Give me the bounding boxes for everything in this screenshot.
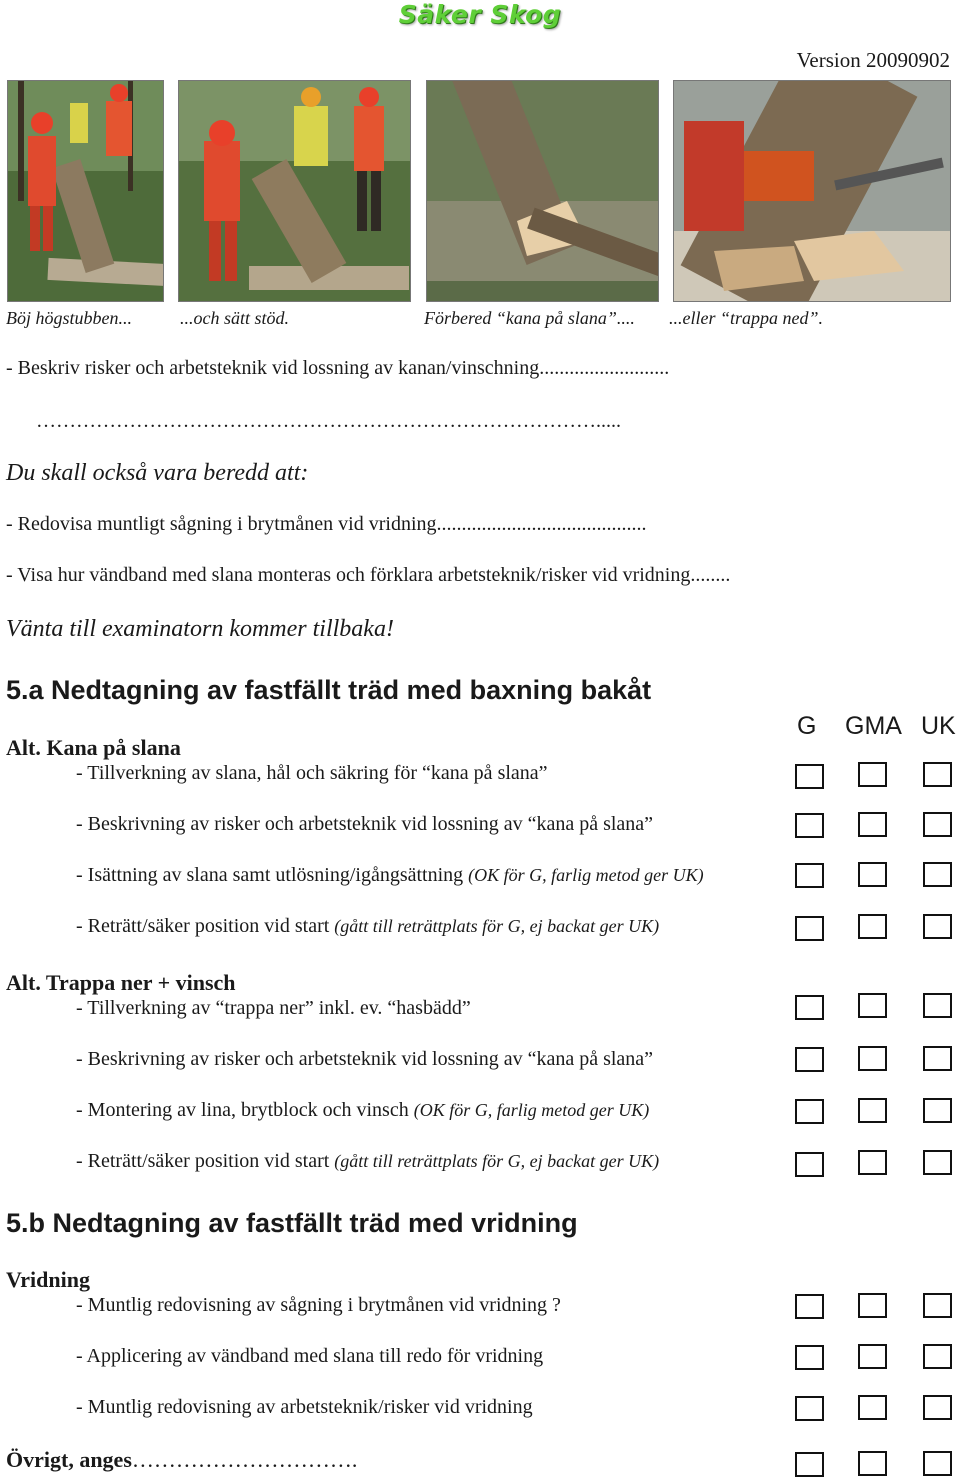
checkbox-gma[interactable] [858,1046,887,1071]
checkbox-uk[interactable] [923,1395,952,1420]
checkbox-uk[interactable] [923,862,952,887]
criterion-row [76,997,471,1020]
criterion-row [76,762,548,785]
column-header-g: G [797,712,817,740]
checkbox-g[interactable] [795,995,824,1020]
checkbox-gma[interactable] [858,1098,887,1123]
criterion-text: - Beskrivning av risker och arbetsteknik vid lossning av “kana på slana” [76,1048,654,1070]
checkbox-gma[interactable] [858,1293,887,1318]
checkbox-gma[interactable] [858,1395,887,1420]
checkbox-uk[interactable] [923,1150,952,1175]
criterion-text: - Tillverkning av “trappa ner” inkl. ev. “hasbädd” [76,997,471,1019]
wait-for-examiner: Vänta till examinatorn kommer tillbaka! [6,616,394,642]
caption-trappa-ned: ...eller “trappa ned”. [669,308,824,328]
criterion-text: - Reträtt/säker position vid start [76,915,330,937]
criterion-text: - Isättning av slana samt utlösning/igångsättning [76,864,464,886]
checkbox-gma[interactable] [858,812,887,837]
caption-set-support: ...och sätt stöd. [180,308,290,328]
section-5b-title: 5.b Nedtagning av fastfällt träd med vridning [6,1208,578,1238]
caption-prepare-kana: Förbered “kana på slana”.... [424,308,635,328]
checkbox-g[interactable] [795,1099,824,1124]
criterion-text: - Muntlig redovisning av arbetsteknik/risker vid vridning [76,1396,533,1418]
criterion-row [76,864,704,887]
checkbox-g[interactable] [795,1047,824,1072]
version-label: Version 20090902 [796,48,950,72]
other-row [6,1447,357,1473]
checkbox-uk[interactable] [923,812,952,837]
caption-bend-stump: Böj högstubben... [6,308,132,328]
criterion-row [76,1150,659,1173]
describe-risks-continuation: …………………………………………………………………………..... [36,410,621,432]
checkbox-gma[interactable] [858,762,887,787]
checkbox-g[interactable] [795,1396,824,1421]
criterion-text: - Montering av lina, brytblock och vinsch [76,1099,409,1121]
photo-prepare-kana [426,80,659,302]
section-5a-title: 5.a Nedtagning av fastfällt träd med baxning bakåt [6,675,652,705]
criterion-row [76,1048,653,1071]
prep-item-oral-cut: - Redovisa muntligt sågning i brytmånen vid vridning.......................................... [6,513,647,535]
checkbox-gma[interactable] [858,862,887,887]
checkbox-uk[interactable] [923,762,952,787]
vridning-title: Vridning [6,1267,90,1292]
prep-item-turning-band: - Visa hur vändband med slana monteras och förklara arbetsteknik/risker vid vridning........ [6,564,731,586]
checkbox-g[interactable] [795,764,824,789]
criterion-row [76,915,659,938]
criterion-row [76,1099,649,1122]
criterion-row [76,813,653,836]
criterion-note: (gått till reträttplats för G, ej backat ger UK) [334,1151,660,1171]
other-dots: …………………………. [131,1447,358,1472]
checkbox-uk[interactable] [923,1344,952,1369]
checkbox-gma[interactable] [858,993,887,1018]
checkbox-gma[interactable] [858,1451,887,1476]
checkbox-gma[interactable] [858,1150,887,1175]
column-header-gma: GMA [845,712,902,740]
checkbox-g[interactable] [795,1152,824,1177]
alt-kana-pa-slana-title: Alt. Kana på slana [6,735,181,760]
checkbox-g[interactable] [795,813,824,838]
criterion-note: (OK för G, farlig metod ger UK) [468,865,704,885]
logo-saker-skog: Säker Skog [398,0,562,29]
checkbox-uk[interactable] [923,914,952,939]
column-header-uk: UK [921,712,956,740]
checkbox-uk[interactable] [923,1098,952,1123]
describe-risks-line: - Beskriv risker och arbetsteknik vid lossning av kanan/vinschning.......................... [6,357,670,379]
other-label: Övrigt, anges [6,1447,132,1472]
photo-set-support [178,80,411,302]
checkbox-g[interactable] [795,1294,824,1319]
criterion-note: (OK för G, farlig metod ger UK) [413,1100,650,1120]
criterion-text: - Tillverkning av slana, hål och säkring för “kana på slana” [76,762,548,784]
checkbox-gma[interactable] [858,1344,887,1369]
checkbox-g[interactable] [795,916,824,941]
checkbox-uk[interactable] [923,1293,952,1318]
prepare-heading: Du skall också vara beredd att: [6,460,309,486]
photo-trappa-ned [673,80,951,302]
photo-bend-stump [7,80,164,302]
criterion-text: - Muntlig redovisning av sågning i brytmånen vid vridning ? [76,1294,561,1316]
criterion-text: - Beskrivning av risker och arbetsteknik vid lossning av “kana på slana” [76,813,654,835]
criterion-note: (gått till reträttplats för G, ej backat ger UK) [334,916,660,936]
checkbox-uk[interactable] [923,1046,952,1071]
checkbox-g[interactable] [795,1345,824,1370]
checkbox-g[interactable] [795,1452,824,1477]
criterion-text: - Applicering av vändband med slana till redo för vridning [76,1345,544,1367]
checkbox-uk[interactable] [923,993,952,1018]
alt-trappa-ner-title: Alt. Trappa ner + vinsch [6,970,236,995]
criterion-text: - Reträtt/säker position vid start [76,1150,330,1172]
checkbox-gma[interactable] [858,914,887,939]
checkbox-g[interactable] [795,863,824,888]
checkbox-uk[interactable] [923,1451,952,1476]
